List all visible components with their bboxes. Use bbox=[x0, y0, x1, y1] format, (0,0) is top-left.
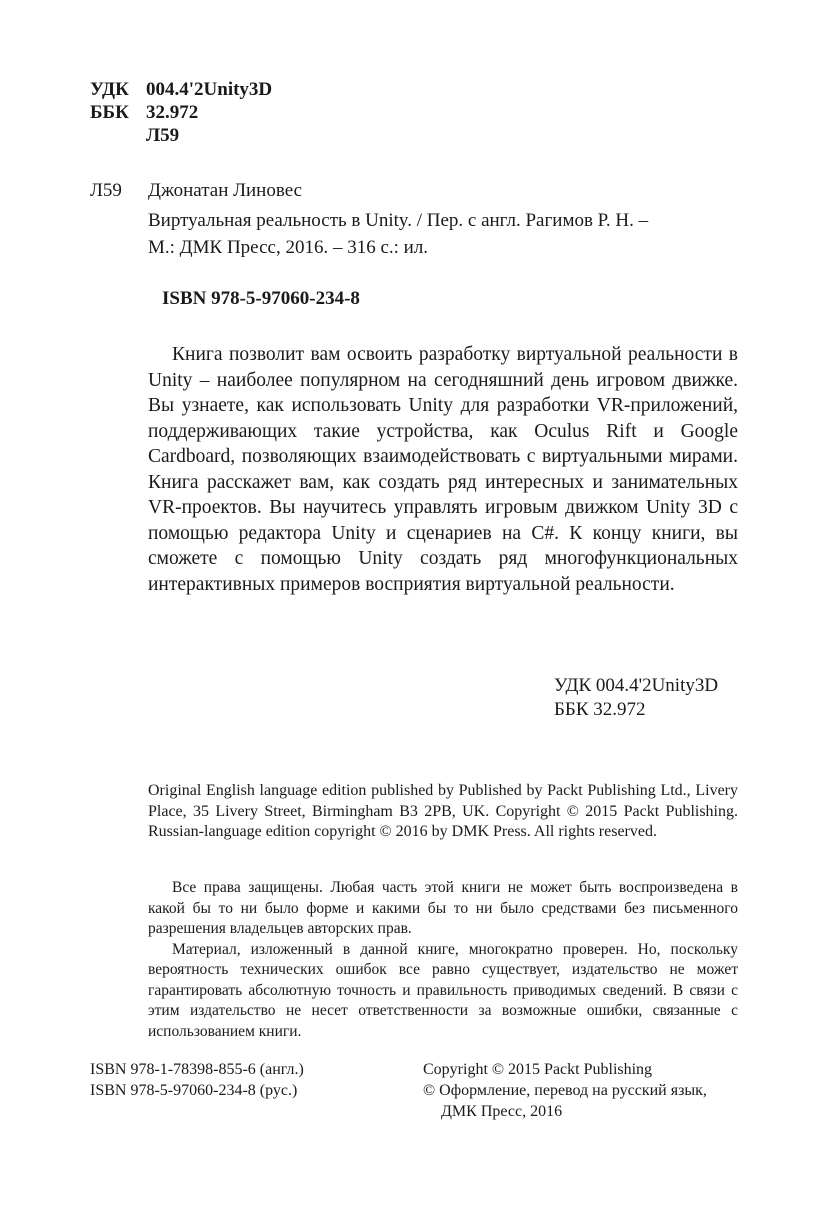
udk-code: 004.4'2Unity3D bbox=[146, 79, 273, 100]
bbk-label: ББК bbox=[90, 102, 129, 123]
record-isbn: ISBN 978-5-97060-234-8 bbox=[162, 288, 360, 309]
author-mark-row bbox=[90, 124, 272, 147]
copyright-russian-line1: © Оформление, перевод на русский язык, bbox=[423, 1082, 707, 1099]
isbn-russian: ISBN 978-5-97060-234-8 (рус.) bbox=[90, 1082, 298, 1099]
isbn-english: ISBN 978-1-78398-855-6 (англ.) bbox=[90, 1061, 304, 1078]
rights-block bbox=[148, 878, 738, 1042]
record-author-mark: Л59 bbox=[90, 180, 122, 201]
copyright-russian-line2: ДМК Пресс, 2016 bbox=[441, 1103, 563, 1120]
bbk-code: 32.972 bbox=[146, 102, 199, 123]
record-title-line2: М.: ДМК Пресс, 2016. – 316 с.: ил. bbox=[148, 237, 429, 258]
udk-row bbox=[90, 78, 272, 101]
annotation: Книга позволит вам освоить разработку виртуальной реальности в Unity – наиболее популярном на сегодняшний день игровом движке. Вы узнаете, как использовать Unity для разработки VR-приложений, поддерживающих такие устройства, как Oculus Rift и Google Cardboard, позволяющих взаимодействовать с виртуальными мирами. Книга расскажет вам, как создать ряд интересных и занимательных VR-проектов. Вы научитесь управлять игровым движком Unity 3D с помощью редактора Unity и сценариев на C#. К концу книги, вы сможете с помощью Unity создать ряд многофункциональных интерактивных примеров восприятия виртуальной реальности. bbox=[148, 344, 738, 595]
rights-paragraph-1: Все права защищены. Любая часть этой книги не может быть воспроизведена в какой бы то ни было форме и какими бы то ни было средствами без письменного разрешения владельцев авторских прав. bbox=[148, 879, 738, 937]
udk-label: УДК bbox=[90, 79, 129, 100]
record-title-line1: Виртуальная реальность в Unity. / Пер. с англ. Рагимов Р. Н. – bbox=[148, 210, 649, 231]
classification-block bbox=[90, 78, 272, 147]
author-mark: Л59 bbox=[146, 125, 180, 146]
english-notice: Original English language edition published by Published by Packt Publishing Ltd., Livery Place, 35 Livery Street, Birmingham B3 2PB, UK. Copyright © 2015 Packt Publishing. Russian-language edition copyright © 2016 by DMK Press. All rights reserved. bbox=[148, 782, 738, 840]
bottom-udk: УДК 004.4'2Unity3D bbox=[554, 675, 719, 696]
copyright-english: Copyright © 2015 Packt Publishing bbox=[423, 1061, 653, 1078]
record-author: Джонатан Линовес bbox=[148, 180, 303, 201]
bbk-row bbox=[90, 101, 272, 124]
bottom-bbk: ББК 32.972 bbox=[554, 699, 646, 720]
rights-paragraph-2: Материал, изложенный в данной книге, многократно проверен. Но, поскольку вероятность технических ошибок все равно существует, издательство не может гарантировать абсолютную точность и правильность приводимых сведений. В связи с этим издательство не несет ответственности за возможные ошибки, связанные с использованием книги. bbox=[148, 940, 738, 1040]
